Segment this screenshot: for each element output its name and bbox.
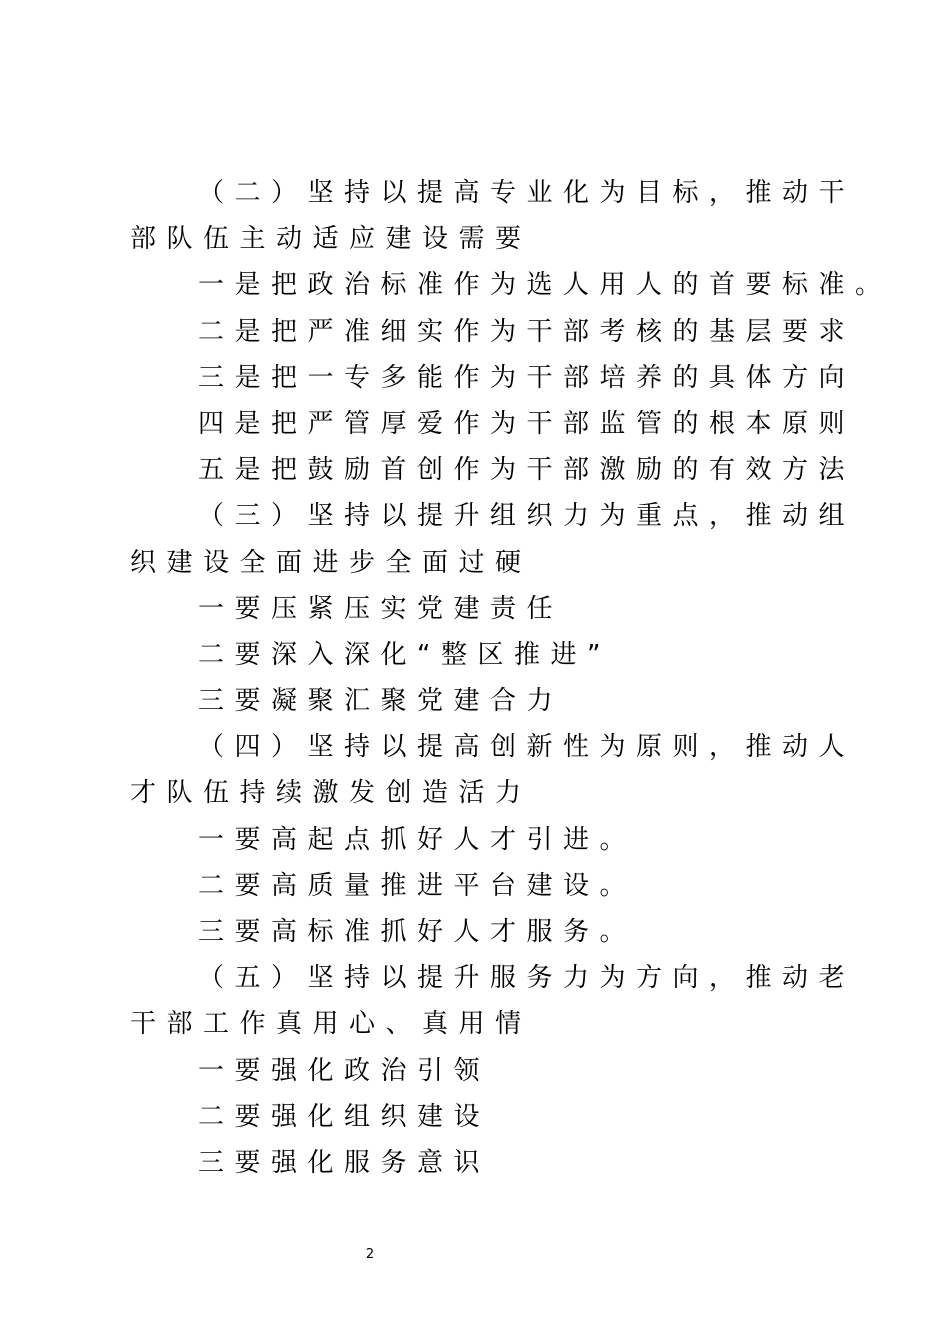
paragraph-line: 一要强化政治引领 xyxy=(198,1055,491,1086)
page-number: 2 xyxy=(365,1247,375,1262)
section-heading-2-continued: 部队伍主动适应建设需要 xyxy=(130,224,532,255)
paragraph-line: 一要高起点抓好人才引进。 xyxy=(198,824,637,855)
section-heading-5-continued: 干部工作真用心、真用情 xyxy=(130,1009,532,1040)
paragraph-line: 二要高质量推进平台建设。 xyxy=(198,870,637,901)
paragraph-line: 三是把一专多能作为干部培养的具体方向 xyxy=(198,362,856,393)
paragraph-line: 三要高标准抓好人才服务。 xyxy=(198,917,637,947)
paragraph-line: 二是把严准细实作为干部考核的基层要求 xyxy=(198,316,856,347)
section-heading-4: （四）坚持以提高创新性为原则，推动人 xyxy=(198,732,856,763)
paragraph-line: 三要凝聚汇聚党建合力 xyxy=(198,686,564,717)
section-heading-3-continued: 织建设全面进步全面过硬 xyxy=(130,547,532,578)
paragraph-line: 一是把政治标准作为选人用人的首要标准。 xyxy=(198,270,892,301)
paragraph-line: 一要压紧压实党建责任 xyxy=(198,593,564,624)
section-heading-5: （五）坚持以提升服务力为方向，推动老 xyxy=(198,963,856,994)
section-heading-2: （二）坚持以提高专业化为目标，推动干 xyxy=(198,178,856,208)
section-heading-4-continued: 才队伍持续激发创造活力 xyxy=(130,778,532,809)
paragraph-line: 二要强化组织建设 xyxy=(198,1101,491,1132)
paragraph-line: 五是把鼓励首创作为干部激励的有效方法 xyxy=(198,455,856,486)
paragraph-line: 三要强化服务意识 xyxy=(198,1147,491,1178)
section-heading-3: （三）坚持以提升组织力为重点，推动组 xyxy=(198,501,856,532)
paragraph-line: 四是把严管厚爱作为干部监管的根本原则 xyxy=(198,408,856,439)
paragraph-line: 二要深入深化“整区推进” xyxy=(198,639,611,670)
document-body xyxy=(130,170,892,1186)
